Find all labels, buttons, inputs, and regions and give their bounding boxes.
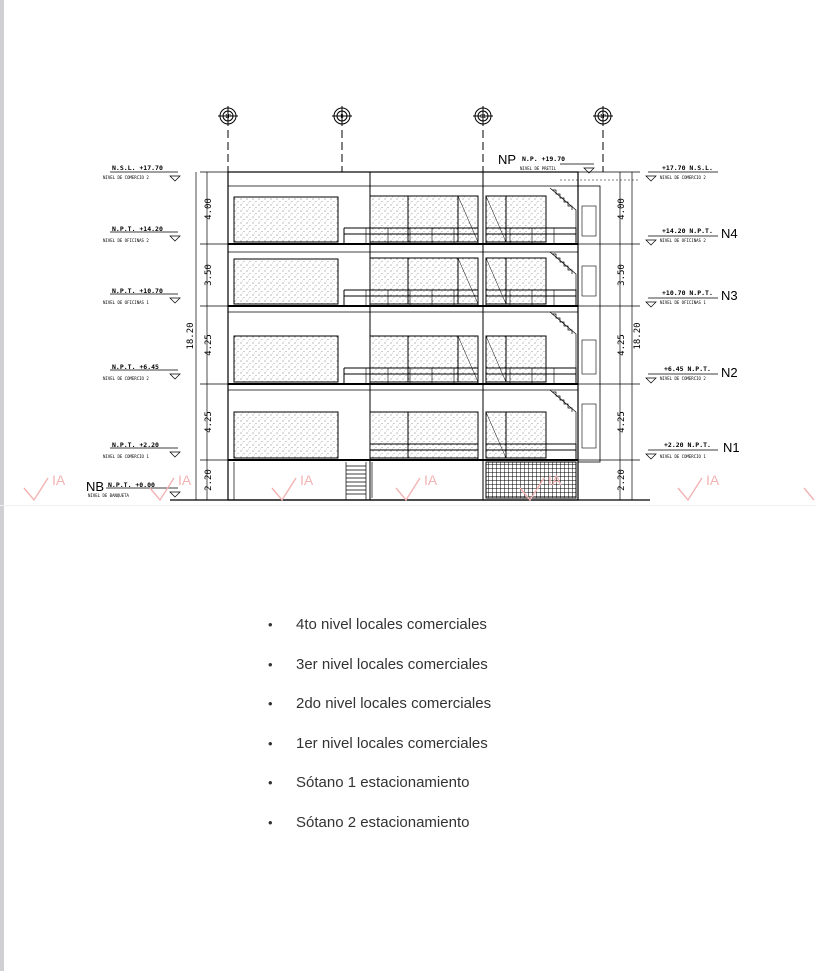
parapet-code: N.P. +19.70 (522, 155, 566, 163)
level-code: +6.45 N.P.T. (664, 365, 711, 373)
axis-label: 1P (224, 114, 232, 120)
level-tag-n2: N2 (721, 365, 738, 380)
dimension-label: 3.50 (204, 264, 214, 286)
watermark: IA (300, 472, 314, 488)
bullet-icon: • (268, 735, 273, 751)
axis-label: 1P (599, 114, 607, 120)
dimension-label: 4.25 (617, 334, 627, 356)
list-item (268, 731, 491, 771)
dimension-label: 4.25 (204, 411, 214, 433)
level-tag-n4: N4 (721, 226, 738, 241)
elevation-drawing (0, 95, 816, 515)
watermark: IA (706, 472, 720, 488)
level-desc: NIVEL DE BANQUETA (88, 493, 129, 498)
level-code: N.P.T. +14.20 (112, 225, 163, 233)
level-desc: NIVEL DE COMERCIO 2 (660, 175, 706, 180)
level-code: +10.70 N.P.T. (662, 289, 713, 297)
list-item-text: 4to nivel locales comerciales (296, 616, 487, 633)
watermark: IA (548, 472, 562, 488)
dimension-label: 3.50 (617, 264, 627, 286)
bullet-icon: • (268, 696, 273, 712)
level-desc: NIVEL DE OFICINAS 2 (103, 238, 149, 243)
level-desc: NIVEL DE COMERCIO 2 (103, 175, 149, 180)
bullet-icon: • (268, 775, 273, 791)
dimension-label: 2.20 (617, 469, 627, 491)
list-item (268, 612, 491, 652)
parapet-desc: NIVEL DE PRETIL (520, 166, 557, 171)
bullet-icon: • (268, 617, 273, 632)
list-item (268, 691, 491, 731)
level-code: N.P.T. +2.20 (112, 441, 159, 449)
level-desc: NIVEL DE OFICINAS 1 (660, 300, 706, 305)
list-item-text: 2do nivel locales comerciales (296, 695, 492, 713)
feature-list (268, 612, 491, 850)
dimension-total: 18.20 (633, 322, 643, 350)
watermark: IA (52, 472, 66, 488)
watermark: IA (424, 472, 438, 488)
level-tag-np: NP (498, 152, 517, 167)
dimension-label: 4.25 (204, 334, 214, 356)
axis-label: B (340, 114, 344, 120)
dimension-total: 18.20 (186, 322, 196, 350)
level-code: +14.20 N.P.T. (662, 227, 713, 235)
level-desc: NIVEL DE COMERCIO 1 (103, 454, 149, 459)
list-item-text: 3er nivel locales comerciales (296, 655, 488, 673)
dimension-label: 4.25 (617, 411, 627, 433)
level-code: N.S.L. +17.70 (112, 164, 163, 172)
level-code: N.P.T. +6.45 (112, 363, 159, 371)
level-desc: NIVEL DE OFICINAS 2 (660, 238, 706, 243)
dimension-label: 2.20 (204, 469, 214, 491)
level-code: N.P.T. +10.70 (112, 287, 163, 295)
list-item (268, 770, 491, 810)
level-tag-nb: NB (86, 479, 105, 494)
level-code: N.P.T. +0.00 (108, 481, 155, 489)
list-item (268, 810, 491, 850)
list-item (268, 652, 491, 692)
dimension-label: 4.00 (204, 198, 214, 220)
facade-panels (234, 196, 546, 458)
level-tag-n1: N1 (723, 440, 740, 455)
level-desc: NIVEL DE OFICINAS 1 (103, 300, 149, 305)
level-desc: NIVEL DE COMERCIO 2 (660, 376, 706, 381)
right-level-lines (560, 164, 718, 459)
level-tag-n3: N3 (721, 288, 738, 303)
list-item-text: 1er nivel locales comerciales (296, 734, 488, 752)
list-item-text: Sótano 2 estacionamiento (296, 813, 470, 831)
watermark: IA (178, 472, 192, 488)
level-code: +17.70 N.S.L. (662, 164, 713, 172)
bullet-icon: • (268, 656, 273, 672)
dimension-label: 4.00 (617, 198, 627, 220)
bullet-icon: • (268, 814, 273, 830)
axis-label: C1 (479, 114, 487, 120)
level-desc: NIVEL DE COMERCIO 1 (660, 454, 706, 459)
level-desc: NIVEL DE COMERCIO 2 (103, 376, 149, 381)
level-code: +2.20 N.P.T. (664, 441, 711, 449)
list-item-text: Sótano 1 estacionamiento (296, 774, 470, 792)
